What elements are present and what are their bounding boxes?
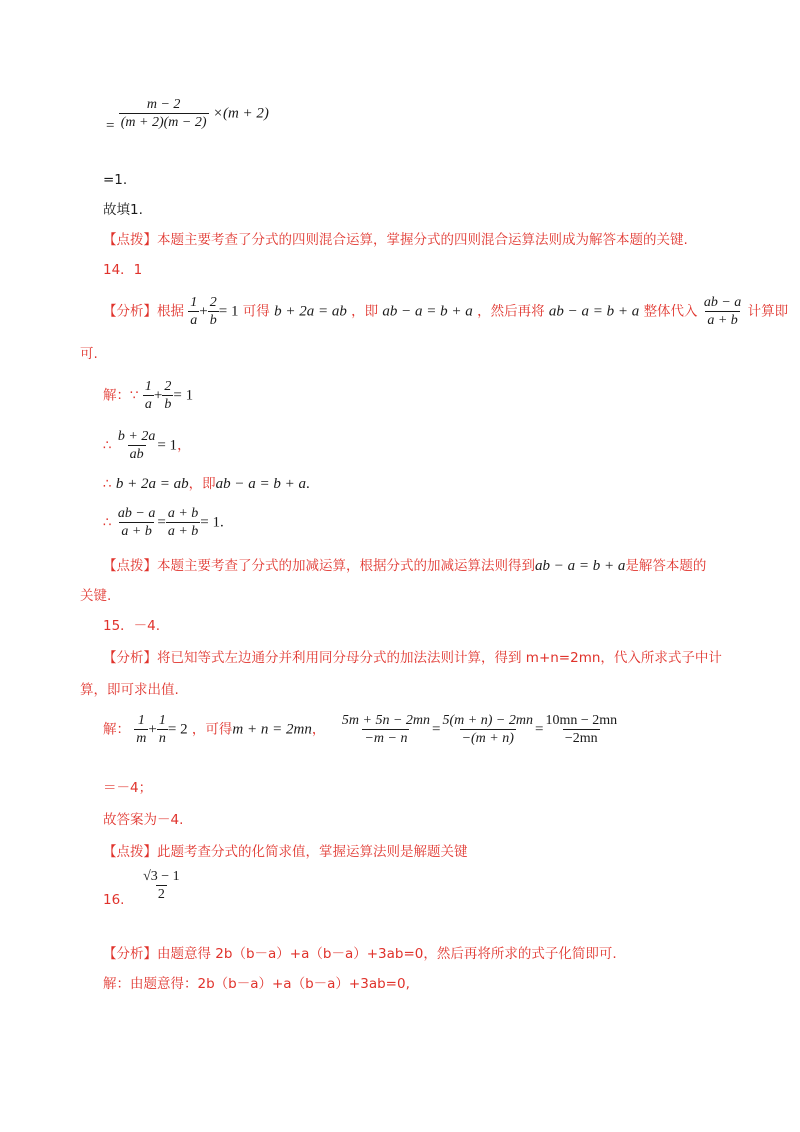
plus: + [199, 303, 208, 320]
therefore-symbol: ∴ [103, 514, 112, 531]
num: 1 [137, 713, 145, 728]
eq: = 1 [157, 437, 178, 454]
therefore-symbol: ∴ [103, 476, 112, 492]
fraction-ab-a [702, 294, 743, 329]
fraction-numerator: m − 2 [146, 97, 181, 112]
den: a [190, 313, 198, 328]
label: 解： [103, 387, 130, 404]
num: 1 [158, 713, 166, 728]
equation: ab − a = b + a [382, 303, 473, 320]
plus: + [148, 721, 157, 738]
den: −2mn [564, 731, 598, 746]
analysis-text: ，即 [351, 303, 379, 320]
equation: ab − a = b + a [535, 558, 626, 574]
equation: b + 2a = ab [274, 303, 347, 320]
fraction [116, 428, 157, 463]
den: a + b [121, 524, 152, 539]
analysis-14-line-2: 可. [80, 346, 98, 362]
answer-15: 故答案为－4. [103, 812, 184, 828]
question-16 [103, 868, 182, 908]
fraction-denominator: (m + 2)(m − 2) [120, 115, 207, 130]
analysis-text: 可得 [242, 303, 270, 320]
fraction [162, 378, 173, 413]
text: 【点拨】本题主要考查了分式的加减运算，根据分式的加减运算法则得到 [103, 558, 535, 574]
solution-14-line-2 [103, 428, 191, 463]
equation: m + n = 2mn [232, 721, 312, 738]
fraction-sqrt3-minus-1-over-2 [141, 868, 182, 903]
eq: = 1 [173, 387, 194, 404]
num: b + 2a [117, 429, 156, 444]
num: ab − a [703, 295, 742, 310]
punct: ， [177, 437, 191, 454]
num: 5(m + n) − 2mn [442, 713, 533, 728]
equals-sign: = [106, 117, 115, 134]
den: a [144, 397, 152, 412]
num: 5m + 5n − 2mn [341, 713, 431, 728]
text: 是解答本题的 [625, 558, 707, 574]
eq: = 1 [218, 303, 239, 320]
fraction-m [119, 96, 209, 131]
den: n [158, 731, 166, 746]
num: 2 [164, 379, 172, 394]
multiply-term: ×(m + 2) [212, 105, 269, 122]
fraction [134, 712, 148, 747]
solution-14-line-1 [103, 378, 193, 413]
num: 2 [209, 295, 217, 310]
solution-16: 解：由题意得：2b（b－a）+a（b－a）+3ab=0, [103, 976, 410, 992]
analysis-15-line-2: 算，即可求出值. [80, 682, 179, 698]
dianbo-2-line-1 [103, 556, 706, 576]
equation: ab − a = b + a [215, 476, 307, 492]
fraction [543, 712, 619, 747]
eq: = [432, 721, 441, 738]
dianbo-2-line-2: 关键. [80, 588, 112, 604]
punct: ， [311, 721, 326, 738]
punct: . [219, 514, 224, 531]
text: ，即 [188, 476, 216, 492]
den: −m − n [364, 731, 408, 746]
den: b [164, 397, 172, 412]
eq: = 1 [200, 514, 220, 531]
fraction [157, 712, 168, 747]
den: b [209, 313, 217, 328]
punct: . [306, 476, 310, 492]
den: −(m + n) [461, 731, 514, 746]
label: 解： [103, 721, 130, 738]
num: 1 [190, 295, 198, 310]
num: √3 − 1 [143, 869, 180, 884]
solution-14-line-3 [103, 474, 310, 494]
dianbo-3: 【点拨】此题考查分式的化简求值，掌握运算法则是解题关键 [103, 844, 468, 860]
den: a + b [707, 313, 738, 328]
solution-15-line [103, 712, 619, 747]
fraction [116, 505, 157, 540]
analysis-text: 计算即 [747, 303, 789, 320]
equation: b + 2a = ab [115, 476, 189, 492]
solution-14-line-4 [103, 505, 224, 540]
eq: = 2 [167, 721, 188, 738]
num: ab − a [117, 506, 156, 521]
eq: = [534, 721, 544, 738]
therefore-symbol: ∴ [103, 437, 112, 454]
because-symbol: ∵ [130, 387, 139, 404]
fraction-1-over-a [188, 294, 199, 329]
den: ab [129, 447, 144, 462]
result-line: =1. [103, 172, 128, 188]
fill-answer: 故填1. [103, 202, 143, 218]
fraction [340, 712, 432, 747]
equation: ab − a = b + a [548, 303, 640, 320]
dianbo-1: 【点拨】本题主要考查了分式的四则混合运算，掌握分式的四则混合运算法则成为解答本题的关键. [103, 232, 688, 248]
den: a + b [167, 524, 199, 539]
fraction [166, 505, 200, 540]
fraction [143, 378, 154, 413]
text: ，可得 [191, 721, 233, 738]
question-15: 15．－4. [103, 618, 161, 634]
fraction-2-over-b [208, 294, 219, 329]
den: 2 [157, 887, 165, 902]
num: a + b [167, 506, 199, 521]
question-14: 14．1 [103, 262, 143, 278]
analysis-text: ，然后再将 [477, 303, 545, 320]
expr-line-1 [106, 96, 269, 134]
analysis-text: 整体代入 [643, 303, 698, 320]
analysis-16: 【分析】由题意得 2b（b－a）+a（b－a）+3ab=0，然后再将所求的式子化简即可. [103, 946, 617, 962]
analysis-15-line-1: 【分析】将已知等式左边通分并利用同分母分式的加法法则计算，得到 m+n=2mn，代入所求式子中计 [103, 650, 722, 666]
num: 1 [144, 379, 152, 394]
result-15: ＝－4； [103, 780, 153, 796]
question-number: 16. [103, 891, 125, 908]
analysis-14-line-1 [103, 294, 788, 329]
plus: + [153, 387, 163, 404]
analysis-text: 【分析】根据 [103, 303, 184, 320]
eq: = [157, 514, 166, 531]
num: 10mn − 2mn [545, 713, 618, 728]
fraction [441, 712, 535, 747]
den: m [136, 731, 147, 746]
